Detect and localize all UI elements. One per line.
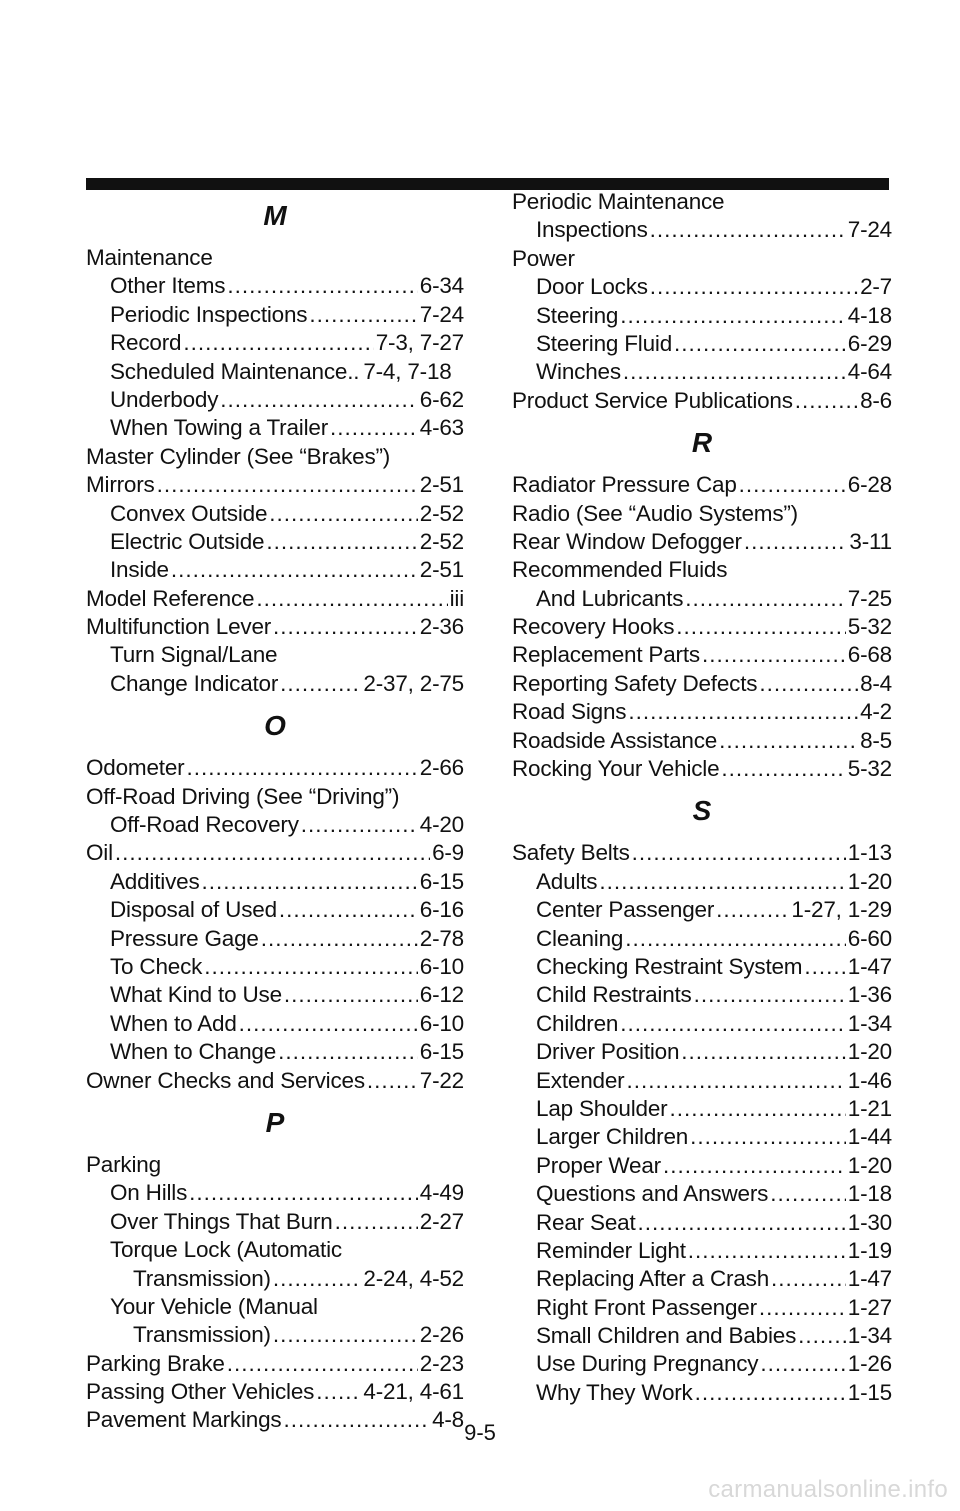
index-entry: [86, 1293, 464, 1321]
dot-leader: [759, 1294, 846, 1322]
index-entry-label: Questions and Answers: [536, 1181, 769, 1207]
index-entry: [86, 1236, 464, 1264]
index-entry-label: Rear Seat: [536, 1209, 636, 1235]
index-entry: [86, 896, 464, 924]
index-entry: [86, 244, 464, 272]
index-entry-page: 3-11: [849, 528, 892, 554]
index-entry-label: Steering Fluid: [536, 330, 673, 356]
index-entry-page: 8-4: [860, 670, 892, 696]
index-entry: [512, 471, 892, 499]
index-entry-label: When to Add: [110, 1010, 237, 1036]
index-entry-page: 6-16: [419, 897, 464, 923]
index-entry-label: Power: [512, 245, 575, 271]
index-entry-page: 4-2: [860, 699, 892, 725]
index-entry: [86, 1208, 464, 1236]
index-entry-page: 6-29: [847, 330, 892, 356]
index-entry: [512, 1209, 892, 1237]
section-letter: O: [264, 710, 286, 742]
index-column-right: [512, 188, 892, 1407]
index-entry: [86, 386, 464, 414]
dot-leader: [273, 1265, 362, 1293]
index-entry-page: 8-5: [860, 727, 892, 753]
dot-leader: [171, 556, 418, 584]
dot-leader: [688, 1237, 846, 1265]
index-entry-page: 4-49: [419, 1180, 464, 1206]
index-entry-label: Additives: [110, 868, 200, 894]
index-entry: [512, 1067, 892, 1095]
dot-leader: [771, 1265, 846, 1293]
dot-leader: [335, 1208, 418, 1236]
index-entry: [512, 953, 892, 981]
index-entry-page: 1-34: [847, 1323, 892, 1349]
index-entry: [512, 670, 892, 698]
index-entry-label: Small Children and Babies: [536, 1323, 797, 1349]
index-entry-page: 7-24: [847, 217, 892, 243]
dot-leader: [669, 1095, 845, 1123]
dot-leader: [685, 585, 845, 613]
index-entry: [86, 414, 464, 442]
index-entry: [512, 387, 892, 415]
index-entry-page: 2-23: [419, 1350, 464, 1376]
dot-leader: [623, 358, 846, 386]
index-entry: [86, 471, 464, 499]
index-entry: [86, 1067, 464, 1095]
dot-leader: [367, 1067, 418, 1095]
index-entry-label: Replacing After a Crash: [536, 1266, 770, 1292]
index-entry: [512, 1180, 892, 1208]
index-entry: [512, 727, 892, 755]
dot-leader: [760, 1350, 845, 1378]
index-entry-page: 2-7: [860, 274, 892, 300]
dot-leader: [620, 302, 846, 330]
index-entry-page: 1-18: [847, 1181, 892, 1207]
index-entry: [86, 1350, 464, 1378]
index-entry: [512, 216, 892, 244]
index-entry-label: Transmission): [133, 1322, 271, 1348]
index-entry-label: Odometer: [86, 755, 185, 781]
index-entry-label: Extender: [536, 1067, 625, 1093]
dot-leader: [261, 925, 418, 953]
index-entry-label: On Hills: [110, 1180, 188, 1206]
dot-leader: [625, 925, 846, 953]
index-entry-label: Proper Wear: [536, 1152, 661, 1178]
index-entry-label: Reminder Light: [536, 1237, 686, 1263]
watermark: carmanualsonline.info: [708, 1476, 948, 1503]
index-entry-page: 1-47: [847, 1266, 892, 1292]
index-entry-label: Underbody: [110, 386, 219, 412]
index-entry-label: Winches: [536, 359, 621, 385]
dot-leader: [599, 868, 845, 896]
dot-leader: [204, 953, 418, 981]
index-entry-page: 5-32: [847, 614, 892, 640]
index-entry: [512, 500, 892, 528]
index-entry: [512, 1010, 892, 1038]
index-entry: [512, 330, 892, 358]
index-entry-label: Right Front Passenger: [536, 1294, 757, 1320]
index-entry: [512, 585, 892, 613]
index-entry-page: 4-18: [847, 302, 892, 328]
index-entry-label: Adults: [536, 868, 598, 894]
index-entry-label: Your Vehicle (Manual: [110, 1293, 318, 1319]
index-entry-page: 1-20: [847, 1039, 892, 1065]
index-entry: [86, 641, 464, 669]
index-entry-page: 1-46: [847, 1067, 892, 1093]
index-entry-label: Model Reference: [86, 585, 255, 611]
index-entry: [86, 585, 464, 613]
index-entry-page: 1-26: [847, 1351, 892, 1377]
index-entry-page: 1-20: [847, 868, 892, 894]
index-entry-page: 2-27: [419, 1208, 464, 1234]
section-letter: M: [263, 200, 287, 231]
dot-leader: [157, 471, 418, 499]
index-entry-label: Driver Position: [536, 1039, 680, 1065]
dot-leader: [273, 1321, 418, 1349]
index-entry-label: Product Service Publications: [512, 387, 793, 413]
dot-leader: [628, 698, 858, 726]
dot-leader: [273, 613, 418, 641]
index-entry: [512, 1237, 892, 1265]
index-entry-label: Roadside Assistance: [512, 727, 718, 753]
index-entry-label: Use During Pregnancy: [536, 1351, 759, 1377]
index-entry: [512, 896, 892, 924]
index-entry: [512, 1095, 892, 1123]
page-number: 9-5: [464, 1420, 496, 1445]
index-entry-label: Rear Window Defogger: [512, 528, 742, 554]
dot-leader: [638, 1209, 846, 1237]
index-entry-label: What Kind to Use: [110, 982, 282, 1008]
dot-leader: [115, 839, 430, 867]
index-entry-label: Safety Belts: [512, 840, 630, 866]
index-entry-page: 2-36: [419, 614, 464, 640]
index-entry-page: 1-27: [847, 1294, 892, 1320]
index-entry-label: Inspections: [536, 217, 648, 243]
index-entry: [86, 1321, 464, 1349]
index-entry-page: 7-4, 7-18: [363, 358, 452, 384]
dot-leader: [202, 868, 418, 896]
index-entry-label: Radiator Pressure Cap: [512, 472, 737, 498]
dot-leader: [227, 1350, 418, 1378]
index-entry-page: 2-37, 2-75: [363, 670, 464, 696]
index-entry-page: 2-52: [419, 528, 464, 554]
index-entry-page: 1-19: [847, 1237, 892, 1263]
index-entry-label: Steering: [536, 302, 619, 328]
index-entry: [512, 1265, 892, 1293]
index-entry-label: Checking Restraint System: [536, 953, 803, 979]
dot-leader: [632, 839, 846, 867]
index-entry-page: 4-21, 4-61: [363, 1379, 464, 1405]
index-entry-label: Off-Road Driving (See “Driving”): [86, 783, 400, 809]
dot-leader: [316, 1378, 361, 1406]
index-entry-label: Over Things That Burn: [110, 1208, 333, 1234]
index-entry-label: When Towing a Trailer: [110, 415, 328, 441]
dot-leader: [269, 500, 417, 528]
dot-leader: [663, 1152, 846, 1180]
index-entry-label: Periodic Maintenance: [512, 189, 725, 214]
index-entry-label: Parking Brake: [86, 1350, 225, 1376]
dot-leader: [278, 1038, 418, 1066]
index-entry: [512, 556, 892, 584]
dot-leader: [695, 1379, 846, 1407]
index-entry-label: Transmission): [133, 1265, 271, 1291]
section-letter: R: [691, 427, 713, 459]
index-entry-page: 7-25: [847, 585, 892, 611]
index-entry: [86, 556, 464, 584]
index-entry-label: To Check: [110, 953, 203, 979]
index-entry: [86, 358, 464, 386]
index-entry: [512, 1038, 892, 1066]
index-entry-page: 6-62: [419, 386, 464, 412]
dot-leader: [266, 528, 417, 556]
index-entry-page: 2-24, 4-52: [363, 1265, 464, 1291]
index-entry-label: Recommended Fluids: [512, 557, 728, 583]
index-entry: [86, 839, 464, 867]
index-entry-page: 2-78: [419, 925, 464, 951]
index-entry-label: Children: [536, 1010, 619, 1036]
index-entry-page: 2-52: [419, 500, 464, 526]
index-entry-page: 2-66: [419, 755, 464, 781]
index-entry-label: Record: [110, 330, 182, 356]
dot-leader: [626, 1067, 845, 1095]
index-entry: [512, 188, 892, 216]
section-letter: S: [692, 795, 712, 827]
index-entry-label: Maintenance: [86, 245, 213, 270]
dot-leader: [186, 754, 417, 782]
index-entry-page: 5-32: [847, 756, 892, 782]
index-entry-label: Multifunction Lever: [86, 614, 272, 640]
index-entry-page: 1-44: [847, 1124, 892, 1150]
index-entry-page: 7-24: [419, 301, 464, 327]
index-entry: [512, 1350, 892, 1378]
index-entry-page: 1-15: [847, 1379, 892, 1405]
index-entry-label: Scheduled Maintenance..: [110, 358, 360, 384]
dot-leader: [309, 301, 417, 329]
index-entry-label: And Lubricants: [536, 585, 684, 611]
index-entry-label: Radio (See “Audio Systems”): [512, 500, 798, 526]
dot-leader: [220, 386, 417, 414]
index-entry: [86, 754, 464, 782]
index-entry-label: Disposal of Used: [110, 897, 277, 923]
index-entry-page: 6-68: [847, 642, 892, 668]
index-entry-label: Torque Lock (Automatic: [110, 1237, 342, 1263]
index-entry: [86, 1038, 464, 1066]
index-entry-label: Why They Work: [536, 1379, 693, 1405]
index-entry: [512, 981, 892, 1009]
index-entry-page: 4-64: [847, 359, 892, 385]
index-entry: [86, 443, 464, 471]
index-entry-label: Inside: [110, 557, 169, 583]
index-entry-page: 1-47: [847, 953, 892, 979]
dot-leader: [739, 471, 846, 499]
index-entry-page: 2-51: [419, 557, 464, 583]
index-column-left: [86, 188, 464, 1435]
index-entry-label: Passing Other Vehicles: [86, 1379, 315, 1405]
index-entry-page: 1-21: [847, 1095, 892, 1121]
index-entry: [512, 839, 892, 867]
index-entry-label: Pressure Gage: [110, 925, 259, 951]
index-entry: [86, 783, 464, 811]
index-entry: [86, 329, 464, 357]
index-entry-page: 7-3, 7-27: [375, 330, 464, 356]
index-entry-page: 6-12: [419, 982, 464, 1008]
index-entry-label: Off-Road Recovery: [110, 812, 299, 838]
dot-leader: [301, 811, 418, 839]
dot-leader: [694, 981, 846, 1009]
index-entry: [512, 613, 892, 641]
index-entry-page: 2-26: [419, 1322, 464, 1348]
index-entry: [512, 1379, 892, 1407]
dot-leader: [620, 1010, 846, 1038]
index-entry-label: Turn Signal/Lane: [110, 642, 278, 668]
index-entry-page: 8-6: [860, 387, 892, 413]
index-entry-label: Mirrors: [86, 472, 155, 498]
index-entry-label: Child Restraints: [536, 982, 692, 1008]
dot-leader: [650, 216, 846, 244]
index-entry-page: 1-20: [847, 1152, 892, 1178]
dot-leader: [189, 1179, 418, 1207]
index-entry: [86, 811, 464, 839]
index-entry: [86, 981, 464, 1009]
index-entry-page: 4-63: [419, 415, 464, 441]
dot-leader: [676, 613, 846, 641]
index-entry-label: Owner Checks and Services: [86, 1067, 365, 1093]
index-entry-label: Parking: [86, 1151, 161, 1177]
index-entry-page: 4-8: [432, 1407, 464, 1433]
dot-leader: [227, 272, 417, 300]
dot-leader: [650, 273, 858, 301]
index-entry: [86, 528, 464, 556]
index-entry-page: 1-27, 1-29: [791, 897, 892, 923]
index-entry: [512, 1294, 892, 1322]
index-entry: [512, 1123, 892, 1151]
index-entry-label: Cleaning: [536, 925, 624, 951]
index-entry-label: Replacement Parts: [512, 642, 700, 668]
dot-leader: [256, 585, 447, 613]
index-entry-page: 6-15: [419, 868, 464, 894]
dot-leader: [284, 981, 418, 1009]
index-entry: [86, 953, 464, 981]
index-entry-page: 6-10: [419, 1010, 464, 1036]
dot-leader: [330, 414, 418, 442]
dot-leader: [690, 1123, 846, 1151]
index-entry: [86, 272, 464, 300]
dot-leader: [744, 528, 848, 556]
dot-leader: [719, 727, 858, 755]
index-entry: [86, 1151, 464, 1179]
index-entry: [512, 245, 892, 273]
index-entry: [86, 1378, 464, 1406]
index-entry-label: Convex Outside: [110, 500, 268, 526]
index-entry: [512, 641, 892, 669]
index-entry-label: When to Change: [110, 1039, 277, 1065]
index-entry-page: 4-20: [419, 812, 464, 838]
dot-leader: [280, 670, 361, 698]
index-entry: [512, 302, 892, 330]
section-letter: P: [265, 1106, 285, 1138]
index-entry-page: 1-13: [847, 840, 892, 866]
index-entry-page: 6-60: [847, 925, 892, 951]
index-entry-page: 1-30: [847, 1209, 892, 1235]
index-entry-label: Center Passenger: [536, 897, 715, 923]
index-entry-label: Road Signs: [512, 699, 627, 725]
index-entry-label: Oil: [86, 840, 113, 866]
index-entry-page: 6-15: [419, 1039, 464, 1065]
index-entry-label: Reporting Safety Defects: [512, 670, 758, 696]
index-entry-page: 2-51: [419, 472, 464, 498]
dot-leader: [279, 896, 418, 924]
index-entry-page: iii: [449, 585, 464, 611]
index-entry: [512, 925, 892, 953]
index-entry: [86, 670, 464, 698]
dot-leader: [798, 1322, 846, 1350]
index-entry: [512, 528, 892, 556]
index-entry: [86, 301, 464, 329]
index-entry-page: 1-36: [847, 982, 892, 1008]
index-entry-page: 6-28: [847, 472, 892, 498]
index-entry-label: Master Cylinder (See “Brakes”): [86, 443, 391, 469]
index-entry-page: 6-9: [432, 840, 464, 866]
dot-leader: [681, 1038, 845, 1066]
index-entry: [86, 1179, 464, 1207]
index-entry-label: Rocking Your Vehicle: [512, 756, 720, 782]
index-entry-label: Change Indicator: [110, 670, 279, 696]
index-entry-label: Lap Shoulder: [536, 1095, 668, 1121]
index-entry: [512, 273, 892, 301]
dot-leader: [716, 896, 789, 924]
index-entry-page: 1-34: [847, 1010, 892, 1036]
index-entry: [86, 1010, 464, 1038]
index-entry-page: 6-10: [419, 953, 464, 979]
index-entry-label: Larger Children: [536, 1124, 689, 1150]
index-entry-label: Door Locks: [536, 274, 648, 300]
index-entry: [86, 925, 464, 953]
index-entry: [512, 868, 892, 896]
index-entry-label: Recovery Hooks: [512, 614, 675, 640]
dot-leader: [183, 329, 373, 357]
index-entry-page: 7-22: [419, 1067, 464, 1093]
index-entry: [86, 1265, 464, 1293]
dot-leader: [770, 1180, 846, 1208]
index-entry: [512, 1322, 892, 1350]
dot-leader: [702, 641, 846, 669]
index-entry: [512, 698, 892, 726]
dot-leader: [239, 1010, 418, 1038]
dot-leader: [721, 755, 845, 783]
index-entry-label: Periodic Inspections: [110, 301, 308, 327]
dot-leader: [759, 670, 858, 698]
dot-leader: [674, 330, 846, 358]
index-entry: [512, 358, 892, 386]
index-entry: [86, 500, 464, 528]
index-entry: [512, 755, 892, 783]
index-entry: [86, 613, 464, 641]
dot-leader: [804, 953, 845, 981]
index-entry: [86, 868, 464, 896]
dot-leader: [795, 387, 858, 415]
index-entry-label: Other Items: [110, 273, 226, 299]
index-entry-label: Pavement Markings: [86, 1407, 282, 1433]
index-entry: [512, 1152, 892, 1180]
index-entry-label: Electric Outside: [110, 528, 265, 554]
index-entry-page: 6-34: [419, 273, 464, 299]
